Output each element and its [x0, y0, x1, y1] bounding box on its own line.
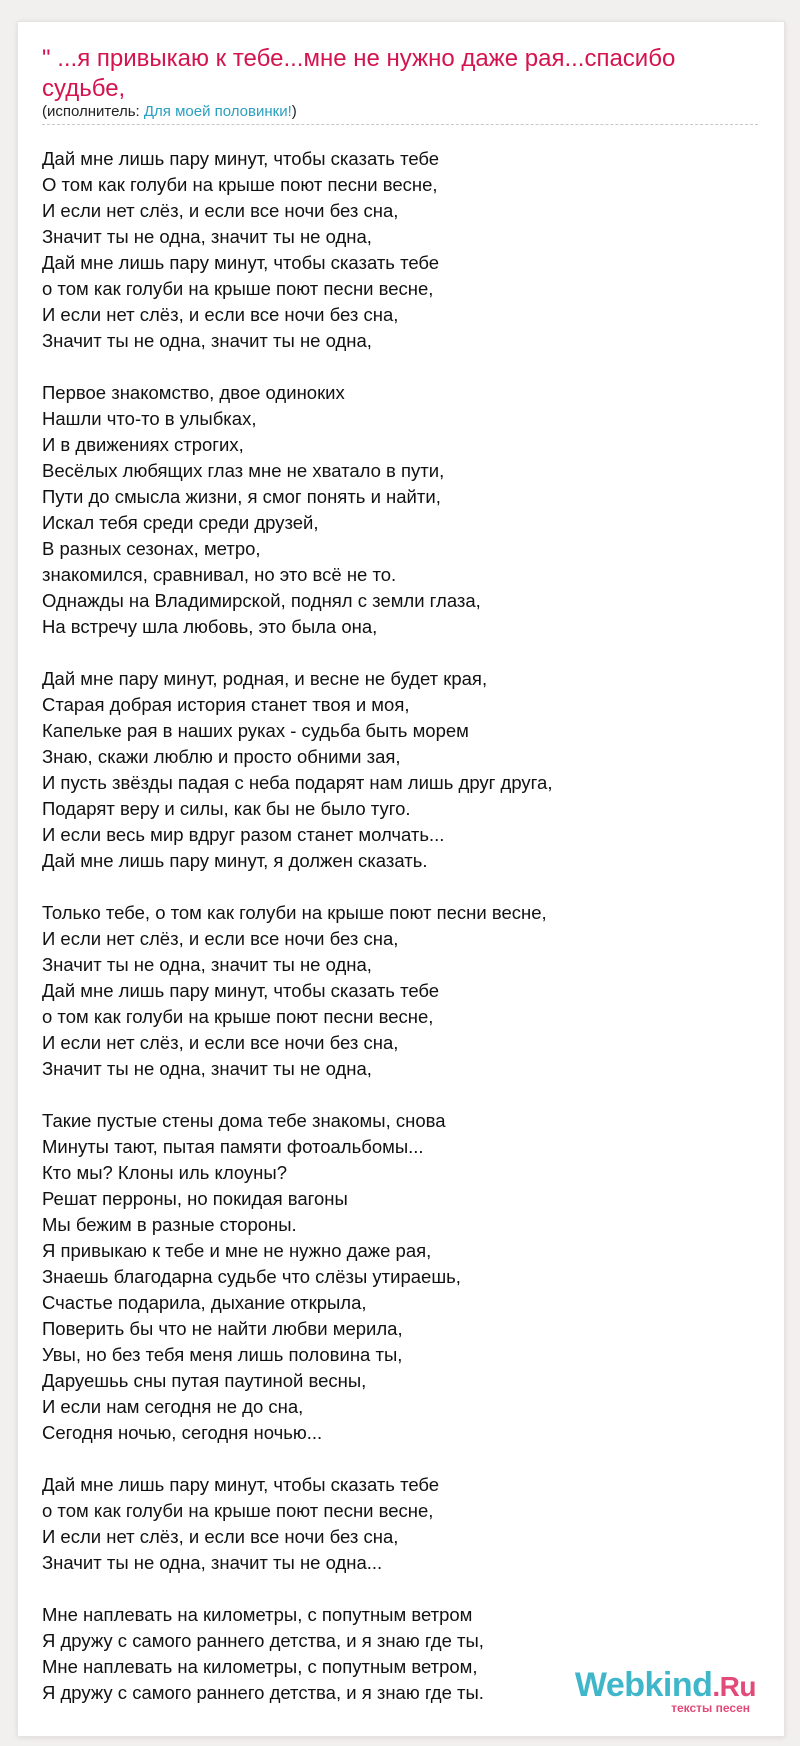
lyric-line: Кто мы? Клоны иль клоуны? — [42, 1162, 287, 1183]
lyrics-page — [18, 22, 784, 1736]
lyric-line: Искал тебя среди среди друзей, — [42, 512, 319, 533]
lyric-line: О том как голуби на крыше поют песни весне, — [42, 174, 438, 195]
performer-line — [42, 103, 297, 121]
lyric-line: И если нет слёз, и если все ночи без сна, — [42, 200, 399, 221]
lyric-line: Даруешьь сны путая паутиной весны, — [42, 1370, 367, 1391]
lyric-line: Капельке рая в наших руках - судьба быть морем — [42, 720, 469, 741]
lyric-line: Поверить бы что не найти любви мерила, — [42, 1318, 403, 1339]
stanza-gap — [42, 874, 762, 900]
lyric-line: о том как голуби на крыше поют песни весне, — [42, 1006, 434, 1027]
lyric-line: Нашли что-то в улыбках, — [42, 408, 257, 429]
lyric-line: Первое знакомство, двое одиноких — [42, 382, 345, 403]
lyric-line: И если нет слёз, и если все ночи без сна, — [42, 928, 399, 949]
stanza-gap — [42, 1446, 762, 1472]
lyric-line: Значит ты не одна, значит ты не одна, — [42, 226, 372, 247]
lyric-line: Однажды на Владимирской, поднял с земли глаза, — [42, 590, 481, 611]
lyric-line: Мы бежим в разные стороны. — [42, 1214, 297, 1235]
song-title: " ...я привыкаю к тебе...мне не нужно даже рая...спасибо судьбе, — [42, 45, 676, 102]
lyric-line: Решат перроны, но покидая вагоны — [42, 1188, 348, 1209]
stanza-gap — [42, 1082, 762, 1108]
lyric-line: И если весь мир вдруг разом станет молчать... — [42, 824, 445, 845]
lyric-line: о том как голуби на крыше поют песни весне, — [42, 278, 434, 299]
stanza-gap — [42, 640, 762, 666]
lyric-line: Я дружу с самого раннего детства, и я знаю где ты. — [42, 1682, 484, 1703]
webkind-subtitle: тексты песен — [671, 1701, 750, 1715]
lyric-line: И если нам сегодня не до сна, — [42, 1396, 304, 1417]
stanza-gap — [42, 1576, 762, 1602]
lyric-line: Дай мне лишь пару минут, чтобы сказать тебе — [42, 148, 440, 169]
lyric-line: И пусть звёзды падая с неба подарят нам лишь друг друга, — [42, 772, 553, 793]
lyric-line: Я дружу с самого раннего детства, и я знаю где ты, — [42, 1630, 484, 1651]
performer-prefix: (исполнитель: — [42, 103, 144, 120]
performer-suffix: ) — [291, 103, 297, 120]
lyric-line: знакомился, сравнивал, но это всё не то. — [42, 564, 397, 585]
lyric-line: Весёлых любящих глаз мне не хватало в пути, — [42, 460, 445, 481]
lyric-line: И если нет слёз, и если все ночи без сна, — [42, 304, 399, 325]
lyric-line: Сегодня ночью, сегодня ночью... — [42, 1422, 323, 1443]
lyric-line: Значит ты не одна, значит ты не одна, — [42, 330, 372, 351]
lyric-line: Значит ты не одна, значит ты не одна, — [42, 1058, 372, 1079]
lyric-line: На встречу шла любовь, это была она, — [42, 616, 378, 637]
lyric-line: Минуты тают, пытая памяти фотоальбомы... — [42, 1136, 424, 1157]
lyric-line: Знаешь благодарна судьбе что слёзы утираешь, — [42, 1266, 461, 1287]
lyric-line: И в движениях строгих, — [42, 434, 244, 455]
lyric-line: В разных сезонах, метро, — [42, 538, 261, 559]
webkind-brand — [575, 1666, 756, 1706]
lyric-line: Дай мне пару минут, родная, и весне не будет края, — [42, 668, 488, 689]
lyric-line: И если нет слёз, и если все ночи без сна, — [42, 1526, 399, 1547]
performer-link[interactable]: Для моей половинки! — [143, 103, 292, 120]
webkind-brand-name: Webkind — [574, 1666, 713, 1704]
lyric-line: Счастье подарила, дыхание открыла, — [42, 1292, 367, 1313]
lyric-line: Знаю, скажи люблю и просто обними зая, — [42, 746, 401, 767]
lyric-line: Значит ты не одна, значит ты не одна... — [42, 1552, 383, 1573]
lyric-line: Дай мне лишь пару минут, чтобы сказать тебе — [42, 980, 440, 1001]
lyric-line: Мне наплевать на километры, с попутным ветром — [42, 1604, 473, 1625]
lyric-line: Подарят веру и силы, как бы не было туго. — [42, 798, 411, 819]
lyrics-body — [42, 146, 762, 1706]
webkind-logo — [556, 1666, 756, 1714]
lyric-line: Значит ты не одна, значит ты не одна, — [42, 954, 372, 975]
lyric-line: Такие пустые стены дома тебе знакомы, снова — [42, 1110, 446, 1131]
lyric-line: Пути до смысла жизни, я смог понять и найти, — [42, 486, 441, 507]
lyric-line: И если нет слёз, и если все ночи без сна, — [42, 1032, 399, 1053]
lyric-line: Я привыкаю к тебе и мне не нужно даже рая, — [42, 1240, 432, 1261]
lyric-line: о том как голуби на крыше поют песни весне, — [42, 1500, 434, 1521]
lyric-line: Дай мне лишь пару минут, я должен сказать. — [42, 850, 428, 871]
webkind-brand-tld: .Ru — [712, 1671, 756, 1702]
lyric-line: Увы, но без тебя меня лишь половина ты, — [42, 1344, 403, 1365]
lyric-line: Мне наплевать на километры, с попутным ветром, — [42, 1656, 478, 1677]
dashed-divider — [42, 124, 758, 125]
lyric-line: Старая добрая история станет твоя и моя, — [42, 694, 410, 715]
lyric-line: Дай мне лишь пару минут, чтобы сказать тебе — [42, 252, 440, 273]
lyric-line: Только тебе, о том как голуби на крыше поют песни весне, — [42, 902, 547, 923]
lyric-line: Дай мне лишь пару минут, чтобы сказать тебе — [42, 1474, 440, 1495]
stanza-gap — [42, 354, 762, 380]
